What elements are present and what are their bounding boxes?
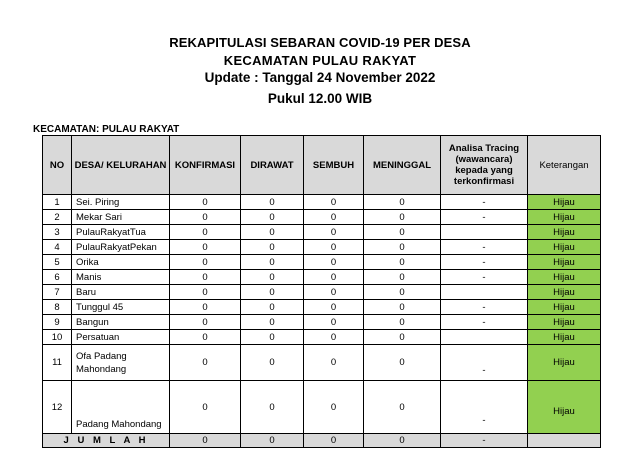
- cell-konfirmasi: 0: [170, 195, 241, 210]
- total-row: [43, 434, 601, 448]
- cell-meninggal: 0: [364, 285, 441, 300]
- cell-dirawat: 0: [241, 195, 304, 210]
- cell-keterangan: Hijau: [528, 381, 601, 434]
- cell-analisa: -: [441, 240, 528, 255]
- cell-konfirmasi: 0: [170, 300, 241, 315]
- cell-no: 7: [43, 285, 72, 300]
- update-time: Pukul 12.00 WIB: [267, 91, 373, 106]
- cell-analisa: -: [441, 381, 528, 434]
- title-block: [0, 34, 640, 108]
- cell-analisa: -: [441, 345, 528, 381]
- table-row: [43, 225, 601, 240]
- cell-no: 6: [43, 270, 72, 285]
- cell-keterangan: Hijau: [528, 240, 601, 255]
- cell-konfirmasi: 0: [170, 240, 241, 255]
- table-row: [43, 240, 601, 255]
- cell-no: 2: [43, 210, 72, 225]
- cell-konfirmasi: 0: [170, 270, 241, 285]
- cell-konfirmasi: 0: [170, 330, 241, 345]
- cell-keterangan: Hijau: [528, 255, 601, 270]
- table-header-row: [43, 136, 601, 195]
- cell-sembuh: 0: [304, 345, 364, 381]
- cell-meninggal: 0: [364, 300, 441, 315]
- header-analisa: Analisa Tracing (wawancara) kepada yang terkonfirmasi: [441, 136, 528, 195]
- cell-dirawat: 0: [241, 315, 304, 330]
- cell-keterangan: Hijau: [528, 315, 601, 330]
- cell-dirawat: 0: [241, 285, 304, 300]
- cell-desa: Ofa Padang Mahondang: [72, 345, 170, 381]
- header-desa: DESA/ KELURAHAN: [72, 136, 170, 195]
- recap-table: [42, 135, 601, 448]
- cell-keterangan: Hijau: [528, 345, 601, 381]
- cell-meninggal: 0: [364, 270, 441, 285]
- cell-desa: Tunggul 45: [72, 300, 170, 315]
- cell-dirawat: 0: [241, 345, 304, 381]
- cell-keterangan: Hijau: [528, 330, 601, 345]
- cell-desa: Manis: [72, 270, 170, 285]
- total-meninggal: 0: [364, 434, 441, 448]
- table-row: [43, 195, 601, 210]
- cell-konfirmasi: 0: [170, 225, 241, 240]
- header-konfirmasi: KONFIRMASI: [170, 136, 241, 195]
- cell-analisa: -: [441, 315, 528, 330]
- cell-sembuh: 0: [304, 195, 364, 210]
- cell-no: 12: [43, 381, 72, 434]
- cell-konfirmasi: 0: [170, 255, 241, 270]
- cell-keterangan: Hijau: [528, 210, 601, 225]
- cell-meninggal: 0: [364, 210, 441, 225]
- cell-dirawat: 0: [241, 300, 304, 315]
- table-row: [43, 270, 601, 285]
- cell-keterangan: Hijau: [528, 300, 601, 315]
- report-title: REKAPITULASI SEBARAN COVID-19 PER DESA: [169, 35, 471, 50]
- cell-analisa: [441, 330, 528, 345]
- cell-meninggal: 0: [364, 315, 441, 330]
- district-title: KECAMATAN PULAU RAKYAT: [223, 53, 417, 68]
- header-meninggal: MENINGGAL: [364, 136, 441, 195]
- header-keterangan: Keterangan: [528, 136, 601, 195]
- cell-dirawat: 0: [241, 330, 304, 345]
- cell-desa: PulauRakyatPekan: [72, 240, 170, 255]
- cell-sembuh: 0: [304, 270, 364, 285]
- table-row: [43, 330, 601, 345]
- table-row: [43, 210, 601, 225]
- cell-no: 4: [43, 240, 72, 255]
- cell-keterangan: Hijau: [528, 285, 601, 300]
- cell-no: 5: [43, 255, 72, 270]
- kecamatan-label: KECAMATAN: PULAU RAKYAT: [33, 124, 180, 135]
- table-row: [43, 285, 601, 300]
- cell-desa: Mekar Sari: [72, 210, 170, 225]
- table-row: [43, 381, 601, 434]
- header-sembuh: SEMBUH: [304, 136, 364, 195]
- cell-meninggal: 0: [364, 330, 441, 345]
- cell-meninggal: 0: [364, 381, 441, 434]
- cell-sembuh: 0: [304, 285, 364, 300]
- cell-meninggal: 0: [364, 255, 441, 270]
- cell-sembuh: 0: [304, 240, 364, 255]
- total-label: J U M L A H: [43, 434, 170, 448]
- cell-meninggal: 0: [364, 240, 441, 255]
- cell-dirawat: 0: [241, 255, 304, 270]
- cell-no: 1: [43, 195, 72, 210]
- cell-sembuh: 0: [304, 225, 364, 240]
- cell-analisa: [441, 285, 528, 300]
- total-konfirmasi: 0: [170, 434, 241, 448]
- update-date: Update : Tanggal 24 November 2022: [204, 70, 436, 85]
- cell-desa: Orika: [72, 255, 170, 270]
- cell-analisa: -: [441, 255, 528, 270]
- header-dirawat: DIRAWAT: [241, 136, 304, 195]
- cell-dirawat: 0: [241, 240, 304, 255]
- header-no: NO: [43, 136, 72, 195]
- cell-analisa: -: [441, 300, 528, 315]
- cell-keterangan: Hijau: [528, 195, 601, 210]
- cell-meninggal: 0: [364, 225, 441, 240]
- cell-konfirmasi: 0: [170, 345, 241, 381]
- cell-dirawat: 0: [241, 381, 304, 434]
- table-row: [43, 315, 601, 330]
- cell-sembuh: 0: [304, 255, 364, 270]
- cell-desa: PulauRakyatTua: [72, 225, 170, 240]
- cell-analisa: -: [441, 195, 528, 210]
- total-analisa: -: [441, 434, 528, 448]
- cell-meninggal: 0: [364, 345, 441, 381]
- cell-konfirmasi: 0: [170, 381, 241, 434]
- total-keterangan: [528, 434, 601, 448]
- total-dirawat: 0: [241, 434, 304, 448]
- cell-dirawat: 0: [241, 270, 304, 285]
- cell-no: 8: [43, 300, 72, 315]
- cell-dirawat: 0: [241, 210, 304, 225]
- cell-sembuh: 0: [304, 381, 364, 434]
- cell-analisa: -: [441, 270, 528, 285]
- cell-analisa: -: [441, 210, 528, 225]
- cell-desa: Padang Mahondang: [72, 381, 170, 434]
- cell-no: 11: [43, 345, 72, 381]
- cell-sembuh: 0: [304, 330, 364, 345]
- table-row: [43, 300, 601, 315]
- cell-sembuh: 0: [304, 210, 364, 225]
- cell-desa: Baru: [72, 285, 170, 300]
- cell-meninggal: 0: [364, 195, 441, 210]
- cell-sembuh: 0: [304, 300, 364, 315]
- cell-desa: Bangun: [72, 315, 170, 330]
- cell-analisa: [441, 225, 528, 240]
- cell-no: 9: [43, 315, 72, 330]
- total-sembuh: 0: [304, 434, 364, 448]
- cell-desa: Sei. Piring: [72, 195, 170, 210]
- table-row: [43, 255, 601, 270]
- cell-desa: Persatuan: [72, 330, 170, 345]
- cell-konfirmasi: 0: [170, 315, 241, 330]
- table-row: [43, 345, 601, 381]
- cell-dirawat: 0: [241, 225, 304, 240]
- cell-keterangan: Hijau: [528, 270, 601, 285]
- cell-konfirmasi: 0: [170, 285, 241, 300]
- cell-keterangan: Hijau: [528, 225, 601, 240]
- cell-konfirmasi: 0: [170, 210, 241, 225]
- cell-no: 10: [43, 330, 72, 345]
- cell-sembuh: 0: [304, 315, 364, 330]
- cell-no: 3: [43, 225, 72, 240]
